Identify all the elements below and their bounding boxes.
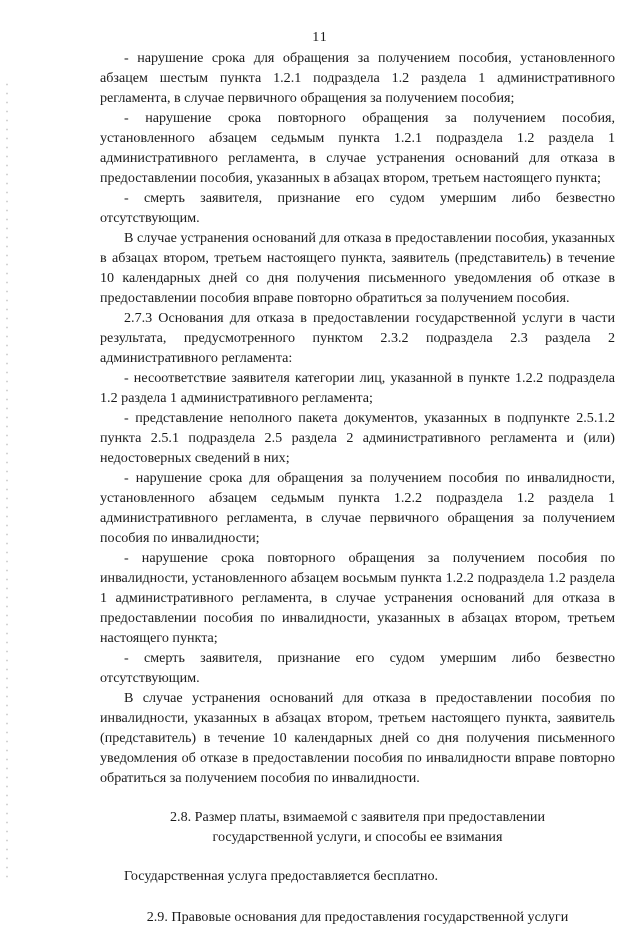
paragraph: - смерть заявителя, признание его судом умершим либо безвестно отсутствующим. (100, 650, 615, 686)
section-heading-2-8-line2: государственной услуги, и способы ее взимания (212, 829, 503, 845)
free-of-charge-statement: Государственная услуга предоставляется бесплатно. (124, 868, 439, 884)
paragraph: 2.7.3 Основания для отказа в предоставлении государственной услуги в части результата, предусмотренного пунктом 2.3.2 подраздела 2.3 раздела 2 административного регламента: (100, 310, 615, 366)
scan-margin-marks (6, 80, 8, 880)
paragraph: - смерть заявителя, признание его судом умершим либо безвестно отсутствующим. (100, 190, 615, 226)
paragraph: В случае устранения оснований для отказа в предоставлении пособия, указанных в абзацах втором, третьем настоящего пункта, заявитель (представитель) в течение 10 календарных дней со дня получения письменного уведомления об отказе в предоставлении пособия вправе повторно обратиться за получением пособия. (100, 230, 615, 306)
paragraph: В случае устранения оснований для отказа в предоставлении пособия по инвалидности, указанных в абзацах втором, третьем настоящего пункта, заявитель (представитель) в течение 10 календарных дней со дня получения письменного уведомления об отказе в предоставлении пособия по инвалидности вправе повторно обратиться за получением пособия по инвалидности. (100, 690, 615, 786)
paragraph: - нарушение срока повторного обращения за получением пособия по инвалидности, установленного абзацем восьмым пункта 1.2.2 подраздела 1.2 раздела 1 административного регламента, в случае устранения оснований для отказа в предоставлении пособия по инвалидности, указанных в абзацах втором, третьем настоящего пункта; (100, 550, 615, 646)
paragraph: - нарушение срока повторного обращения за получением пособия, установленного абзацем седьмым пункта 1.2.1 подраздела 1.2 раздела 1 административного регламента, в случае устранения оснований для отказа в предоставлении пособия, указанных в абзацах втором, третьем настоящего пункта; (100, 110, 615, 186)
paragraph: - нарушение срока для обращения за получением пособия по инвалидности, установленного абзацем седьмым пункта 1.2.2 подраздела 1.2 раздела 1 административного регламента, в случае первичного обращения за получением пособия по инвалидности; (100, 470, 615, 546)
paragraph: - представление неполного пакета документов, указанных в подпункте 2.5.1.2 пункта 2.5.1 подраздела 2.5 раздела 2 административного регламента и (или) недостоверных сведений в них; (100, 410, 615, 466)
paragraph: - нарушение срока для обращения за получением пособия, установленного абзацем шестым пункта 1.2.1 подраздела 1.2 раздела 1 административного регламента, в случае первичного обращения за получением пособия; (100, 50, 615, 106)
section-heading-2-9: 2.9. Правовые основания для предоставления государственной услуги (146, 909, 569, 925)
section-heading-2-8-line1: 2.8. Размер платы, взимаемой с заявителя при предоставлении (170, 809, 545, 825)
section-heading-2-8 (100, 807, 615, 847)
document-body (100, 48, 615, 927)
paragraph: - несоответствие заявителя категории лиц, указанной в пункте 1.2.2 подраздела 1.2 раздела 1 административного регламента; (100, 370, 615, 406)
page-number: 11 (312, 30, 328, 45)
